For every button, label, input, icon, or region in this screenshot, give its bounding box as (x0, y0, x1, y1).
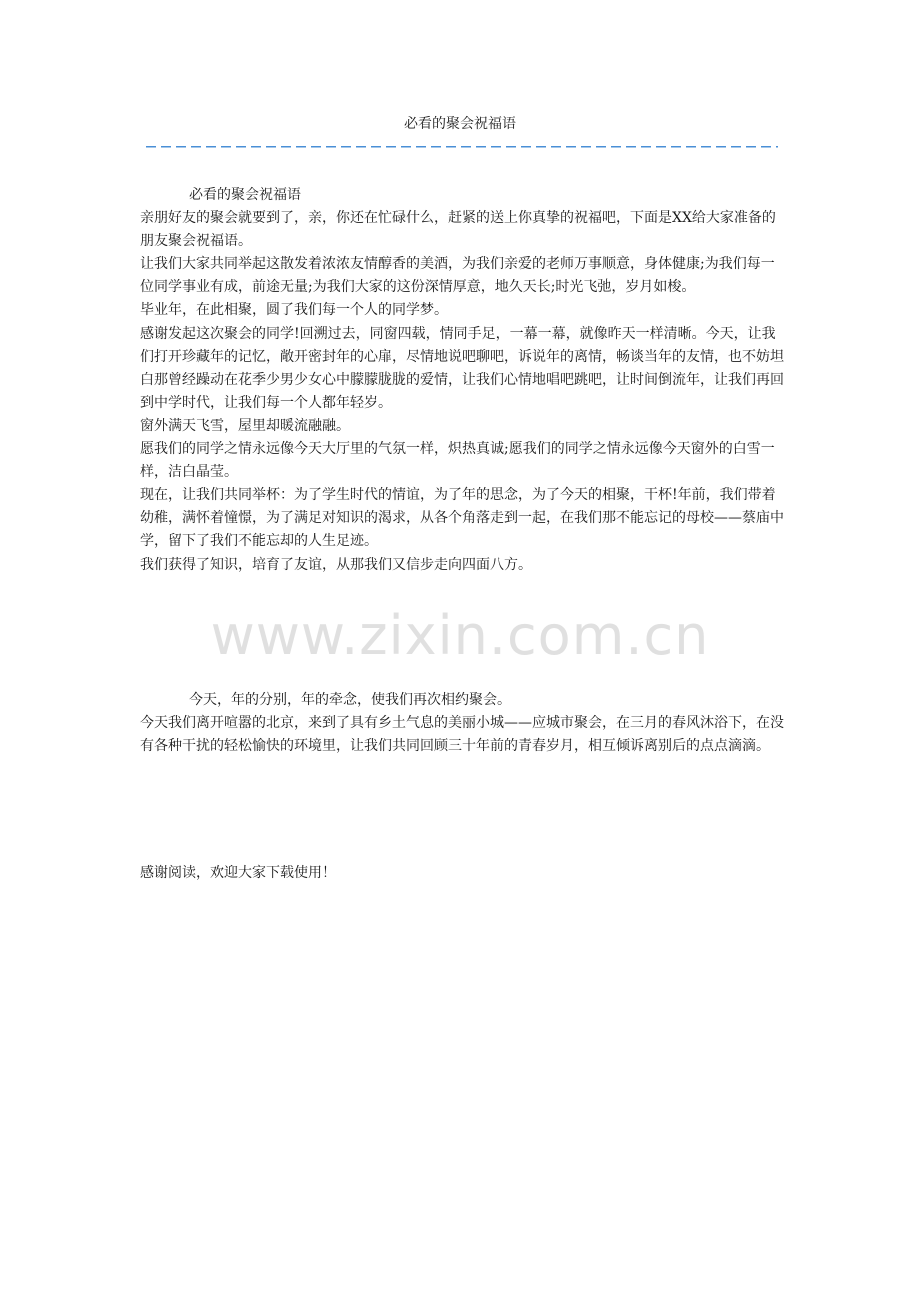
document-title: 必看的聚会祝福语 (404, 116, 516, 132)
closing-text: 感谢阅读，欢迎大家下载使用！ (140, 865, 336, 881)
body-section-2 (140, 689, 785, 758)
paragraph: 亲朋好友的聚会就要到了，亲，你还在忙碌什么，赶紧的送上你真挚的祝福吧，下面是XX给大家准备的朋友聚会祝福语。 (140, 210, 776, 250)
paragraph: 现在，让我们共同举杯：为了学生时代的情谊，为了年的思念，为了今天的相聚，干杯!年前，我们带着幼稚，满怀着憧憬，为了满足对知识的渴求，从各个角落走到一起，在我们那不能忘记的母校——蔡庙中学，留下了我们不能忘却的人生足迹。 (140, 487, 784, 550)
paragraph: 今天我们离开喧嚣的北京，来到了具有乡土气息的美丽小城——应城市聚会，在三月的春风沐浴下，在没有各种干扰的轻松愉快的环境里，让我们共同回顾三十年前的青春岁月，相互倾诉离别后的点点滴滴。 (140, 715, 784, 755)
paragraph: 感谢发起这次聚会的同学!回溯过去，同窗四载，情同手足，一幕一幕，就像昨天一样清晰。今天，让我们打开珍藏年的记忆，敞开密封年的心扉，尽情地说吧聊吧，诉说年的离情，畅谈当年的友情，也不妨坦白那曾经躁动在花季少男少女心中朦朦胧胧的爱情，让我们心情地唱吧跳吧，让时间倒流年，让我们再回到中学时代，让我们每一个人都年轻岁。 (140, 325, 784, 411)
paragraph: 我们获得了知识，培育了友谊，从那我们又信步走向四面八方。 (140, 556, 532, 573)
paragraph: 今天，年的分别，年的牵念，使我们再次相约聚会。 (189, 692, 511, 708)
title-dashed-rule (146, 139, 778, 153)
paragraph: 毕业年，在此相聚，圆了我们每一个人的同学梦。 (140, 302, 448, 319)
section-heading: 必看的聚会祝福语 (189, 187, 301, 203)
paragraph: 窗外满天飞雪，屋里却暖流融融。 (140, 417, 350, 434)
body-section-1 (140, 184, 785, 577)
paragraph: 让我们大家共同举起这散发着浓浓友情醇香的美酒，为我们亲爱的老师万事顺意，身体健康;为我们每一位同学事业有成，前途无量;为我们大家的这份深情厚意，地久天长;时光飞弛，岁月如梭。 (140, 256, 775, 296)
watermark: www.zixin.com.cn (210, 604, 710, 667)
closing-section (140, 862, 785, 885)
paragraph: 愿我们的同学之情永远像今天大厅里的气氛一样，炽热真诚;愿我们的同学之情永远像今天窗外的白雪一样，洁白晶莹。 (140, 441, 775, 481)
